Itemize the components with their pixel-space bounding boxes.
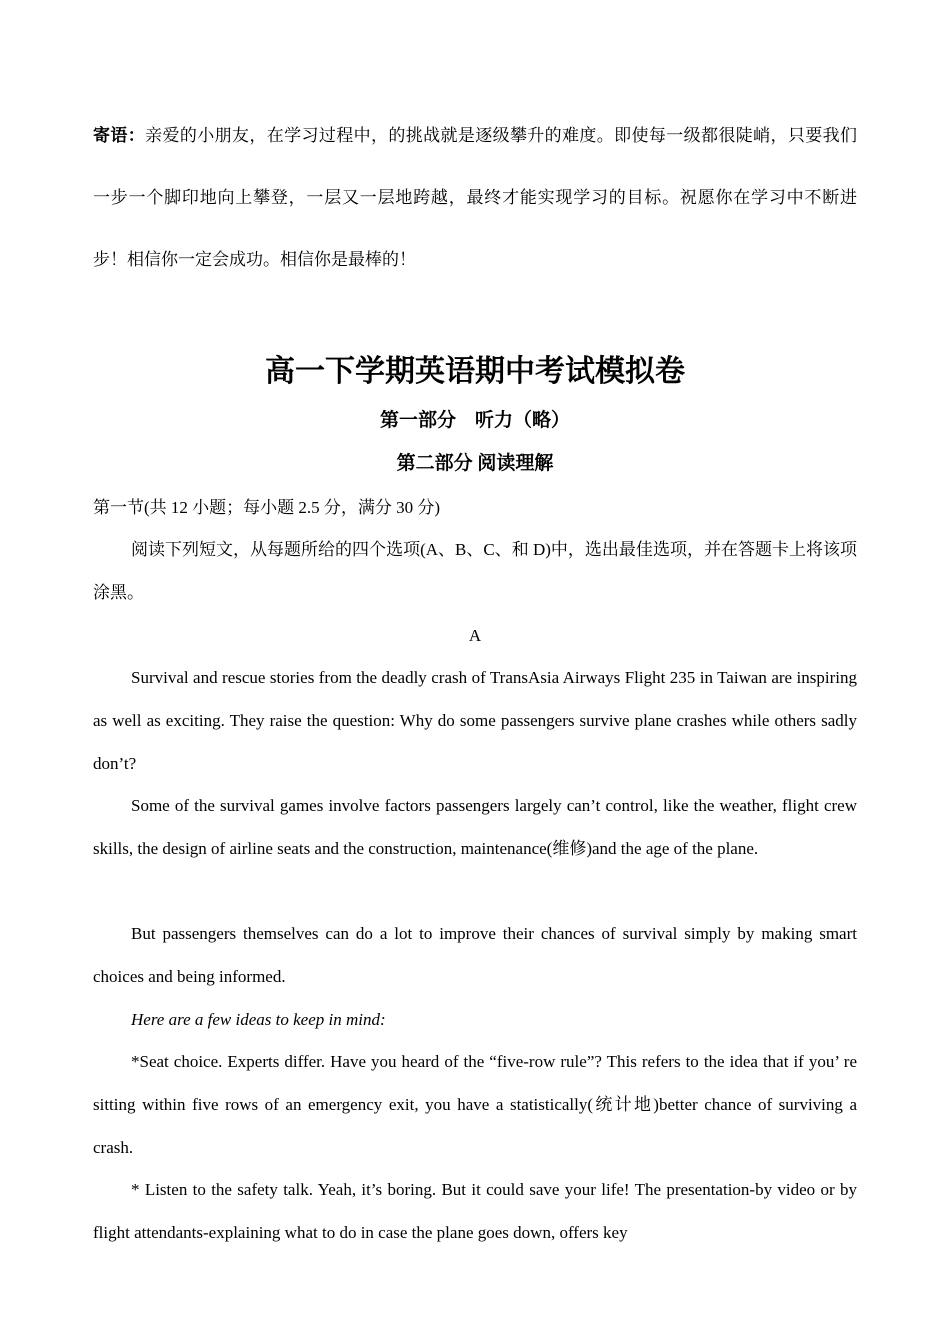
passage-label: A [468,626,482,645]
part-one-heading: 第一部分 听力（略） [379,410,570,431]
passage-paragraph: Some of the survival games involve factors passengers largely can’t control, like the weather, flight crew skills, the design of airline seats and the construction, maintenance(维修)and the age of the plane. [93,796,857,858]
section-info: 第一节(共 12 小题；每小题 2.5 分，满分 30 分) [93,498,441,517]
passage-paragraph: *Seat choice. Experts differ. Have you heard of the “five-row rule”? This refers to the idea that if you’ re sitting within five rows of an emergency exit, you have a statistically(统计地)better chance of surviving a crash. [93,1052,857,1157]
passage-paragraph: Here are a few ideas to keep in mind: [131,1010,386,1029]
passage-paragraph: But passengers themselves can do a lot to improve their chances of survival simply by making smart choices and being informed. [93,924,857,986]
message-label: 寄语： [93,126,146,145]
message-text: 亲爱的小朋友，在学习过程中，的挑战就是逐级攀升的难度。即使每一级都很陡峭，只要我们一步一个脚印地向上攀登，一层又一层地跨越，最终才能实现学习的目标。祝愿你在学习中不断进步！相信你一定会成功。相信你是最棒的！ [93,126,858,269]
part-two-heading: 第二部分 阅读理解 [396,453,554,474]
instructions: 阅读下列短文，从每题所给的四个选项(A、B、C、和 D)中，选出最佳选项，并在答题卡上将该项涂黑。 [93,540,857,602]
exam-title: 高一下学期英语期中考试模拟卷 [265,354,685,389]
passage-paragraph: Survival and rescue stories from the deadly crash of TransAsia Airways Flight 235 in Taiwan are inspiring as well as exciting. They raise the question: Why do some passengers survive plane crashes while others sadly don’t? [93,668,857,773]
passage-paragraph: * Listen to the safety talk. Yeah, it’s boring. But it could save your life! The presentation-by video or by flight attendants-explaining what to do in case the plane goes down, offers key [93,1180,857,1242]
message-paragraph [93,105,857,291]
